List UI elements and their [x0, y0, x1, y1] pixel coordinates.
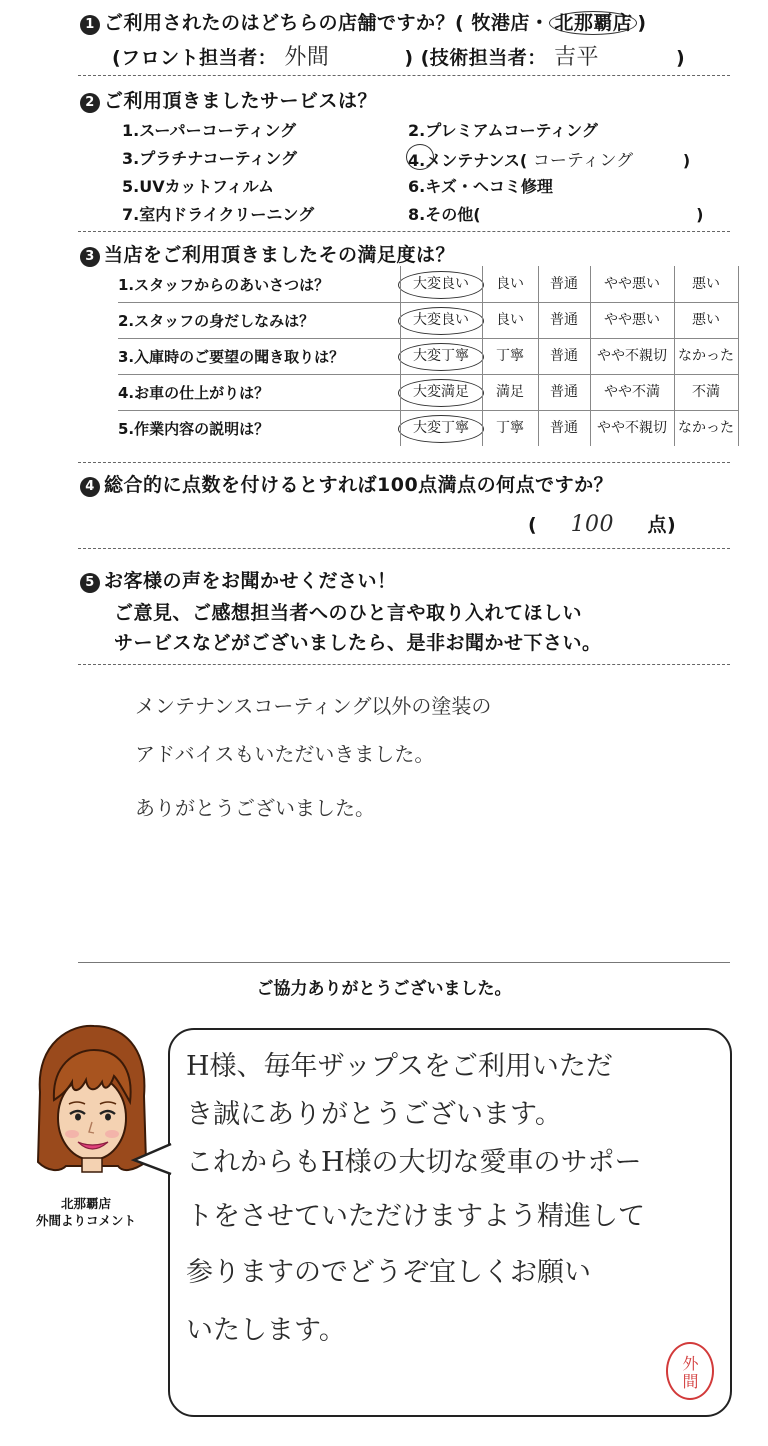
rating-option[interactable]: なかった: [678, 348, 734, 364]
staff-caption-store: 北那覇店: [60, 1196, 111, 1211]
rating-option[interactable]: 悪い: [692, 312, 720, 328]
divider-2: [78, 231, 730, 232]
store-option-makiminato[interactable]: 牧港店: [471, 12, 530, 34]
score-open: (: [528, 514, 538, 536]
service-option-6[interactable]: 6.キズ・ヘコミ修理: [408, 177, 553, 196]
customer-comment-line-3: ありがとうございました。: [135, 796, 375, 820]
tech-staff-label: (技術担当者：: [420, 47, 547, 69]
q5-text: お客様の声をお聞かせください！: [104, 570, 397, 592]
rating-option[interactable]: 普通: [550, 348, 578, 364]
satisfaction-question: 5.作業内容の説明は？: [118, 420, 270, 438]
rating-option[interactable]: 普通: [550, 420, 578, 436]
service-option-2[interactable]: 2.プレミアムコーティング: [408, 121, 598, 140]
tech-staff-name[interactable]: 吉平: [553, 45, 599, 70]
rating-option[interactable]: 満足: [496, 384, 524, 400]
rating-option[interactable]: やや不親切: [597, 348, 667, 364]
q5-subtext-2: サービスなどがございましたら、是非お聞かせ下さい。: [114, 632, 602, 654]
front-staff-name[interactable]: 外間: [284, 45, 330, 70]
q4-question: [80, 470, 613, 497]
rating-option[interactable]: 良い: [496, 312, 524, 328]
rating-option[interactable]: やや悪い: [604, 276, 660, 292]
q2-number: 2: [80, 93, 100, 113]
satisfaction-row: [118, 266, 738, 302]
staff-comment-line-6: いたします。: [186, 1315, 346, 1346]
staff-caption-name: 外間よりコメント: [35, 1213, 136, 1228]
rating-option[interactable]: 丁寧: [496, 420, 524, 436]
q1-staff-row: [112, 40, 685, 71]
satisfaction-row: [118, 374, 738, 410]
rating-circle-mark: [398, 307, 484, 335]
table-grid-line: [590, 266, 591, 446]
table-grid-line: [118, 302, 738, 303]
tech-staff-close: ): [675, 47, 686, 69]
service-option-8-label: 8.その他(: [408, 205, 481, 224]
option-4-circle-mark: [406, 144, 434, 170]
satisfaction-row: [118, 410, 738, 446]
q1-close: ): [637, 12, 647, 34]
rating-circle-mark: [398, 379, 484, 407]
rating-option[interactable]: なかった: [678, 420, 734, 436]
store-option-kitanaha-selected[interactable]: 北那覇店: [549, 11, 637, 35]
staff-comment-line-1: H様、毎年ザップスをご利用いただ: [186, 1051, 613, 1082]
staff-comment-line-4: トをさせていただけますよう精進して: [186, 1201, 645, 1232]
front-staff-close: ): [404, 47, 414, 69]
q1-question: [80, 8, 647, 35]
q4-text: 総合的に点数を付けるとすれば100点満点の何点ですか？: [104, 474, 614, 496]
q2-question: [80, 86, 377, 113]
divider-4: [78, 548, 730, 549]
satisfaction-row: [118, 338, 738, 374]
rating-option-selected[interactable]: 大変良い: [413, 276, 469, 292]
score-field[interactable]: [528, 510, 676, 537]
divider-6: [78, 962, 730, 963]
score-value[interactable]: 100: [570, 512, 615, 537]
table-grid-line: [482, 266, 483, 446]
rating-option[interactable]: 普通: [550, 312, 578, 328]
satisfaction-question: 2.スタッフの身だしなみは？: [118, 312, 315, 330]
store-separator: ・: [529, 12, 550, 34]
front-staff-label: (フロント担当者：: [112, 47, 278, 69]
thanks-message: ご協力ありがとうございました。: [256, 979, 512, 999]
score-unit: 点): [647, 514, 677, 536]
divider-5: [78, 664, 730, 665]
service-option-8[interactable]: [408, 202, 703, 225]
table-grid-line: [118, 410, 738, 411]
satisfaction-question: 4.お車の仕上がりは？: [118, 384, 270, 402]
service-option-5[interactable]: 5.UVカットフィルム: [122, 177, 275, 196]
rating-option-selected[interactable]: 大変丁寧: [413, 348, 469, 364]
rating-option-selected[interactable]: 大変満足: [413, 384, 469, 400]
customer-comment-line-1: メンテナンスコーティング以外の塗装の: [135, 694, 492, 718]
q5-number: 5: [80, 573, 100, 593]
rating-option[interactable]: 普通: [550, 276, 578, 292]
staff-comment-line-2: き誠にありがとうございます。: [186, 1099, 562, 1130]
service-option-4-selected[interactable]: [408, 146, 690, 171]
rating-option[interactable]: 悪い: [692, 276, 720, 292]
service-option-7[interactable]: 7.室内ドライクリーニング: [122, 205, 315, 224]
rating-option[interactable]: やや不満: [604, 384, 660, 400]
q1-text: ご利用されたのはどちらの店舗ですか？(: [104, 12, 465, 34]
satisfaction-question: 1.スタッフからのあいさつは？: [118, 276, 330, 294]
rating-option-selected[interactable]: 大変丁寧: [413, 420, 469, 436]
rating-option[interactable]: 不満: [692, 384, 720, 400]
q3-number: 3: [80, 247, 100, 267]
table-grid-line: [674, 266, 675, 446]
rating-option-selected[interactable]: 大変良い: [413, 312, 469, 328]
rating-option[interactable]: やや悪い: [604, 312, 660, 328]
service-option-4-fill[interactable]: コーティング: [532, 151, 634, 171]
q3-question: [80, 240, 455, 267]
service-option-4-label: 4.メンテナンス(: [408, 151, 528, 170]
bubble-tail: [130, 1140, 172, 1180]
table-grid-line: [738, 266, 739, 446]
q5-question: [80, 566, 397, 593]
service-option-1[interactable]: 1.スーパーコーティング: [122, 121, 297, 140]
satisfaction-question: 3.入庫時のご要望の聞き取りは？: [118, 348, 345, 366]
q4-number: 4: [80, 477, 100, 497]
divider-3: [78, 462, 730, 463]
table-grid-line: [118, 374, 738, 375]
rating-option[interactable]: 普通: [550, 384, 578, 400]
staff-comment-line-5: 参りますのでどうぞ宜しくお願い: [186, 1257, 591, 1288]
table-grid-line: [538, 266, 539, 446]
q5-subtext-1: ご意見、ご感想担当者へのひと言や取り入れてほしい: [114, 602, 583, 624]
service-option-4-close: ): [682, 151, 691, 170]
q2-text: ご利用頂きましたサービスは？: [104, 90, 378, 112]
rating-circle-mark: [398, 343, 484, 371]
divider-1: [78, 75, 730, 76]
table-grid-line: [118, 338, 738, 339]
rating-circle-mark: [398, 415, 484, 443]
rating-circle-mark: [398, 271, 484, 299]
service-option-8-close: ): [696, 205, 704, 224]
rating-option[interactable]: 良い: [496, 276, 524, 292]
table-grid-line: [400, 266, 401, 446]
q1-number: 1: [80, 15, 100, 35]
service-option-3[interactable]: 3.プラチナコーティング: [122, 149, 297, 168]
customer-comment-line-2: アドバイスもいただいきました。: [135, 742, 435, 766]
staff-comment-line-3: これからもH様の大切な愛車のサポー: [186, 1147, 642, 1178]
rating-option[interactable]: 丁寧: [496, 348, 524, 364]
staff-seal-stamp: 外間: [666, 1342, 714, 1400]
satisfaction-row: [118, 302, 738, 338]
rating-option[interactable]: やや不親切: [597, 420, 667, 436]
q3-text: 当店をご利用頂きましたその満足度は？: [104, 244, 456, 266]
